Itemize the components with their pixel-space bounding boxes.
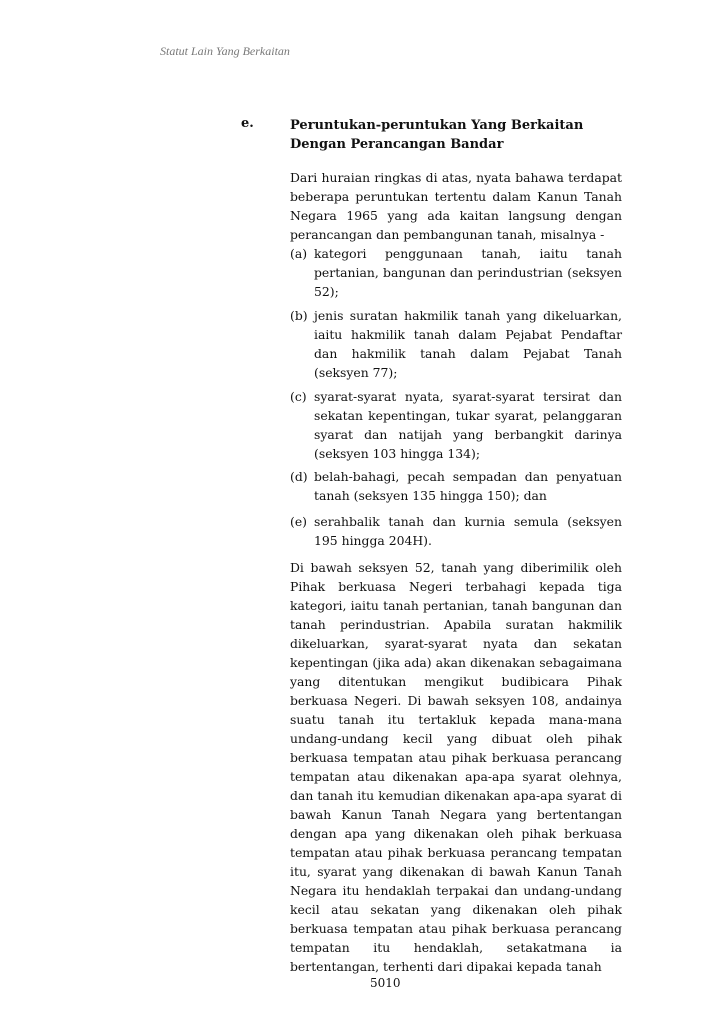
list-item-label: (c): [290, 389, 307, 404]
list-item: [290, 387, 622, 463]
list-item-label: (b): [290, 308, 308, 323]
section-letter: e.: [241, 116, 254, 131]
list-item-text: belah-bahagi, pecah sempadan dan penyatuan tanah (seksyen 135 hingga 150); dan: [314, 469, 622, 503]
list-item-text: syarat-syarat nyata, syarat-syarat tersirat dan sekatan kepentingan, tukar syarat, pelanggaran syarat dan natijah yang berbangkit darinya (seksyen 103 hingga 134);: [314, 389, 622, 461]
list-item: [290, 512, 622, 550]
list-item: [290, 244, 622, 301]
body-paragraph: Di bawah seksyen 52, tanah yang diberimilik oleh Pihak berkuasa Negeri terbahagi kepada tiga kategori, iaitu tanah pertanian, tanah bangunan dan tanah perindustrian. Apabila suratan hakmilik dikeluarkan, syarat-syarat nyata dan sekatan kepentingan (jika ada) akan dikenakan sebagaimana yang ditentukan mengikut budibicara Pihak berkuasa Negeri. Di bawah seksyen 108, andainya suatu tanah itu tertakluk kepada mana-mana undang-undang kecil yang dibuat oleh pihak berkuasa tempatan atau pihak berkuasa perancang tempatan atau dikenakan apa-apa syarat olehnya, dan tanah itu kemudian dikenakan apa-apa syarat di bawah Kanun Tanah Negara yang bertentangan dengan apa yang dikenakan oleh pihak berkuasa tempatan atau pihak berkuasa perancang tempatan itu, syarat yang dikenakan di bawah Kanun Tanah Negara itu hendaklah terpakai dan undang-undang kecil atau sekatan yang dikenakan oleh pihak berkuasa tempatan atau pihak berkuasa perancang tempatan itu hendaklah, setakatmana ia bertentangan, terhenti dari dipakai kepada tanah: [290, 560, 622, 974]
list-item-label: (a): [290, 246, 308, 261]
list-item-text: serahbalik tanah dan kurnia semula (seksyen 195 hingga 204H).: [314, 514, 622, 548]
list-item-text: kategori penggunaan tanah, iaitu tanah pertanian, bangunan dan perindustrian (seksyen 52);: [314, 246, 622, 299]
running-header: Statut Lain Yang Berkaitan: [160, 44, 290, 58]
list-item: [290, 467, 622, 505]
page-number: 5010: [370, 976, 401, 990]
intro-paragraph: Dari huraian ringkas di atas, nyata bahawa terdapat beberapa peruntukan tertentu dalam Kanun Tanah Negara 1965 yang ada kaitan langsung dengan perancangan dan pembangunan tanah, misalnya -: [290, 170, 622, 242]
list-item-text: jenis suratan hakmilik tanah yang dikeluarkan, iaitu hakmilik tanah dalam Pejabat Pendaftar dan hakmilik tanah dalam Pejabat Tanah (seksyen 77);: [314, 308, 622, 380]
list-item-label: (d): [290, 469, 308, 484]
list-item: [290, 306, 622, 382]
section-title: Peruntukan-peruntukan Yang Berkaitan Dengan Perancangan Bandar: [290, 118, 584, 152]
list-item-label: (e): [290, 514, 308, 529]
